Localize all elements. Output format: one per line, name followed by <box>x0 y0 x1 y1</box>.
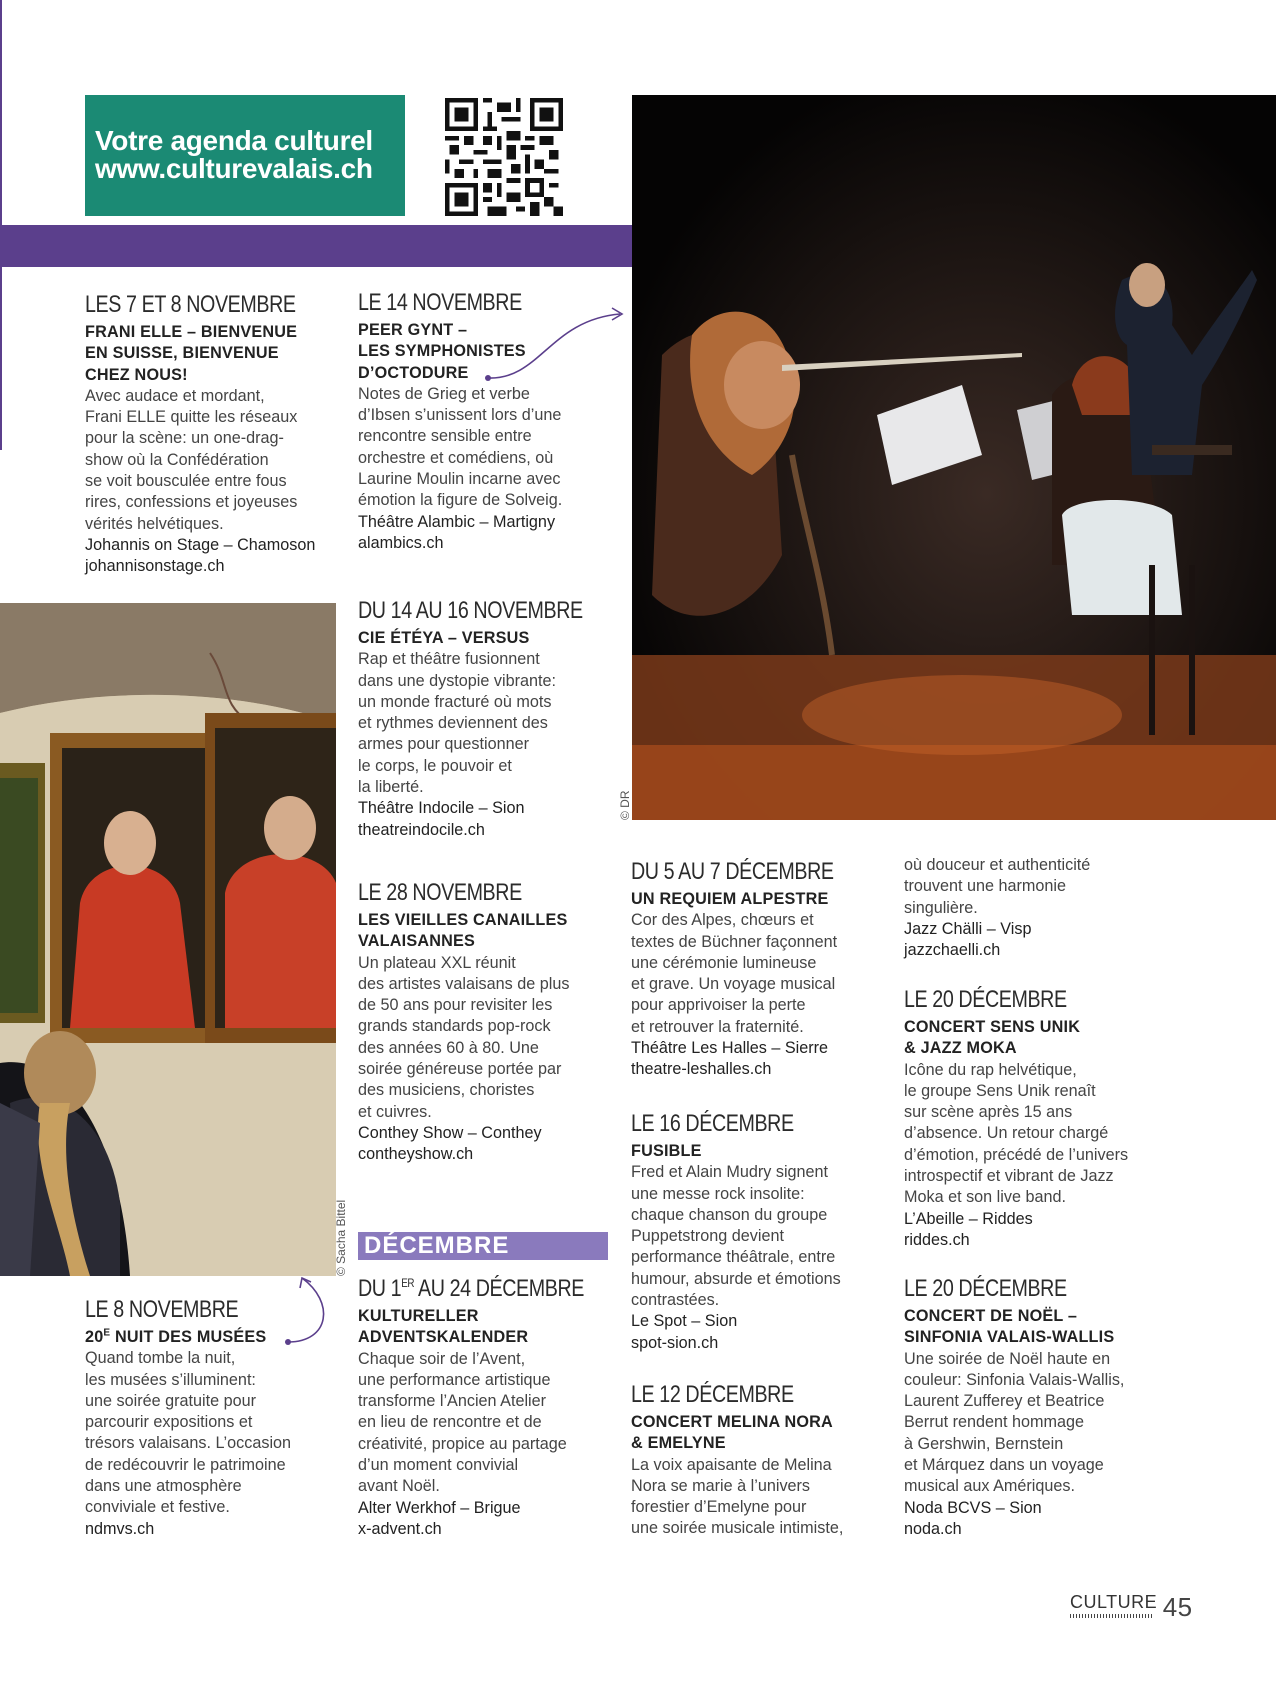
event-link[interactable]: noda.ch <box>904 1519 962 1538</box>
event-concert-de-noel <box>904 1274 1164 1540</box>
event-melina-nora-continued <box>904 855 1164 961</box>
agenda-banner[interactable] <box>85 95 405 216</box>
event-title: FUSIBLE <box>631 1142 702 1160</box>
arrow-to-museum-photo-icon <box>280 1272 340 1352</box>
event-venue: Jazz Chälli – Visp <box>904 919 1032 938</box>
event-description: Un plateau XXL réunit des artistes valaisans de plus de 50 ans pour revisiter les grands standards pop-rock des années 60 à 80. Une soirée généreuse portée par des musiciens, choristes et cuivres. <box>358 953 570 1121</box>
event-description: où douceur et authenticité trouvent une harmonie singulière. <box>904 856 1091 917</box>
event-title: CONCERT SENS UNIK & JAZZ MOKA <box>904 1018 1081 1058</box>
event-title: $20^E$ NUIT DES MUSÉES <box>85 1327 267 1346</box>
event-date: LE 20 DÉCEMBRE <box>904 1275 1067 1302</box>
event-sens-unik <box>904 985 1164 1251</box>
event-title: LES VIEILLES CANAILLES VALAISANNES <box>358 911 568 951</box>
section-label-decembre: DÉCEMBRE <box>358 1232 608 1260</box>
event-description: Cor des Alpes, chœurs et textes de Büchner façonnent une cérémonie lumineuse et grave. Un voyage musical pour apprivoiser la perte et retrouver la fraternité. <box>631 911 838 1036</box>
event-frani-elle <box>85 290 345 578</box>
event-link[interactable]: theatreindocile.ch <box>358 820 485 839</box>
event-cie-eteya <box>358 596 618 841</box>
footer-stripes <box>1070 1614 1152 1618</box>
event-description: Fred et Alain Mudry signent une messe rock insolite: chaque chanson du groupe Puppetstrong devient performance théâtrale, entre humour, absurde et émotions contrastées. <box>631 1163 841 1310</box>
event-date: LE 28 NOVEMBRE <box>358 879 522 906</box>
event-title: UN REQUIEM ALPESTRE <box>631 890 829 908</box>
event-title: CONCERT MELINA NORA & EMELYNE <box>631 1413 833 1453</box>
event-link[interactable]: johannisonstage.ch <box>85 557 225 576</box>
photo-credit-right: © DR <box>618 790 632 820</box>
event-venue: Alter Werkhof – Brigue <box>358 1498 521 1517</box>
event-link[interactable]: jazzchaelli.ch <box>904 941 1001 960</box>
event-link[interactable]: contheyshow.ch <box>358 1145 474 1164</box>
page-number: 45 <box>1162 1592 1193 1622</box>
event-venue: Noda BCVS – Sion <box>904 1498 1042 1517</box>
event-date: LES 7 ET 8 NOVEMBRE <box>85 291 296 318</box>
event-description: Notes de Grieg et verbe d’Ibsen s’unissent lors d’une rencontre sensible entre orchestre et comédiens, où Laurine Moulin incarne avec émotion la figure de Solveig. <box>358 384 563 510</box>
event-description: La voix apaisante de Melina Nora se marie à l’univers forestier d’Emelyne pour une soirée musicale intimiste, <box>631 1455 844 1538</box>
event-requiem-alpestre <box>631 857 891 1081</box>
event-description: Avec audace et mordant, Frani ELLE quitte les réseaux pour la scène: un one-drag- show où la Confédération se voit bousculée entre fous rires, confessions et joyeuses vérités helvétiques. <box>85 386 298 533</box>
photo-credit-left: © Sacha Bittel <box>334 1199 348 1276</box>
event-title: KULTURELLER ADVENTSKALENDER <box>358 1307 529 1347</box>
qr-code-icon[interactable] <box>445 98 563 216</box>
event-link[interactable]: spot-sion.ch <box>631 1333 719 1352</box>
event-date: DU 5 AU 7 DÉCEMBRE <box>631 858 834 885</box>
event-venue: Théâtre Alambic – Martigny <box>358 512 556 531</box>
event-date: DU 14 AU 16 NOVEMBRE <box>358 597 583 624</box>
event-date: LE 12 DÉCEMBRE <box>631 1381 794 1408</box>
concert-photo <box>632 95 1276 820</box>
event-venue: Conthey Show – Conthey <box>358 1123 542 1142</box>
event-link[interactable]: riddes.ch <box>904 1230 970 1249</box>
event-title: CONCERT DE NOËL – SINFONIA VALAIS-WALLIS <box>904 1307 1115 1347</box>
event-date: LE 16 DÉCEMBRE <box>631 1110 794 1137</box>
event-venue: Théâtre Indocile – Sion <box>358 799 525 818</box>
event-date: LE 8 NOVEMBRE <box>85 1296 239 1323</box>
purple-header-band <box>0 225 632 267</box>
event-link[interactable]: alambics.ch <box>358 533 444 552</box>
event-date: DU 1ER AU 24 DÉCEMBRE <box>358 1275 584 1302</box>
event-title: CIE ÉTÉYA – VERSUS <box>358 629 530 647</box>
agenda-title: Votre agenda culturel <box>95 125 373 156</box>
event-title: FRANI ELLE – BIENVENUE EN SUISSE, BIENVENUE CHEZ NOUS! <box>85 323 298 384</box>
event-link[interactable]: theatre-leshalles.ch <box>631 1060 772 1079</box>
event-description: Quand tombe la nuit, les musées s’illuminent: une soirée gratuite pour parcourir expositions et trésors valaisans. L’occasion de redécouvrir le patrimoine dans une atmosphère conviviale et festive. <box>85 1349 292 1517</box>
event-date: LE 20 DÉCEMBRE <box>904 986 1067 1013</box>
footer-section: CULTURE <box>1070 1592 1157 1618</box>
event-fusible <box>631 1109 891 1354</box>
event-description: Icône du rap helvétique, le groupe Sens Unik renaît sur scène après 15 ans d’absence. Un retour chargé d’émotion, précédé de l’univers introspectif et vibrant de Jazz Moka et son live band. <box>904 1060 1129 1207</box>
event-venue: Théâtre Les Halles – Sierre <box>631 1039 829 1058</box>
agenda-url[interactable]: www.culturevalais.ch <box>95 153 373 184</box>
event-date: LE 14 NOVEMBRE <box>358 289 522 316</box>
page-footer <box>1070 1592 1193 1623</box>
event-vieilles-canailles <box>358 878 618 1166</box>
event-description: Rap et théâtre fusionnent dans une dystopie vibrante: un monde fracturé où mots et rythmes deviennent des armes pour questionner le corps, le pouvoir et la liberté. <box>358 650 556 797</box>
event-adventskalender <box>358 1274 618 1540</box>
event-melina-nora <box>631 1380 891 1540</box>
event-description: Une soirée de Noël haute en couleur: Sinfonia Valais-Wallis, Laurent Zufferey et Beatrice Berrut rendent hommage à Gershwin, Bernstein et Márquez dans un voyage musical aux Amériques. <box>904 1349 1125 1496</box>
event-link[interactable]: ndmvs.ch <box>85 1519 155 1538</box>
event-venue: Le Spot – Sion <box>631 1312 738 1331</box>
museum-photo <box>0 603 336 1276</box>
event-venue: L’Abeille – Riddes <box>904 1209 1033 1228</box>
event-venue: Johannis on Stage – Chamoson <box>85 535 316 554</box>
event-description: Chaque soir de l’Avent, une performance artistique transforme l’Ancien Atelier en lieu de rencontre et de créativité, propice au partage d’un moment convivial avant Noël. <box>358 1349 567 1496</box>
event-title: PEER GYNT – LES SYMPHONISTES D’OCTODURE <box>358 321 526 382</box>
event-link[interactable]: x-advent.ch <box>358 1519 442 1538</box>
arrow-to-concert-photo-icon <box>480 300 630 390</box>
